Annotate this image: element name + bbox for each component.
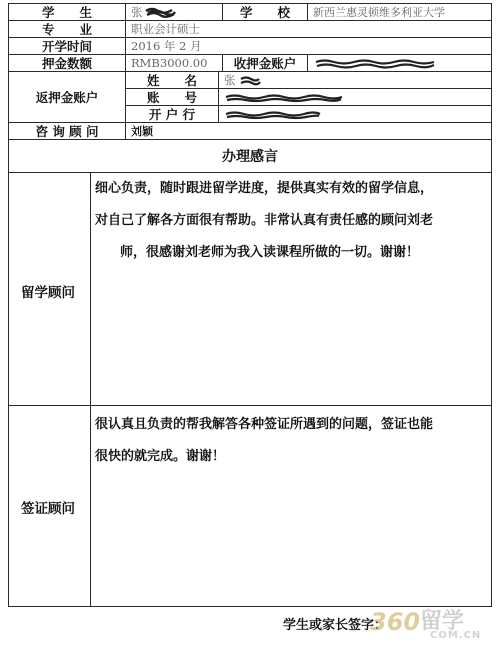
study-advisor-label: 留学顾问 [21, 285, 75, 301]
comment-line: 对自己了解各方面很有帮助。非常认真有责任感的顾问刘老 [95, 213, 434, 228]
redaction-mark [314, 58, 438, 69]
redaction-mark [144, 6, 176, 18]
student-surname: 张 [131, 5, 143, 19]
comment-line: 很快的就完成。谢谢！ [95, 449, 226, 464]
redaction-mark [224, 109, 322, 120]
watermark-domain: COM.CN [430, 630, 482, 641]
comment-line: 细心负责，随时跟进留学进度，提供真实有效的留学信息， [95, 181, 434, 196]
start-date-label: 开学时间 [41, 39, 92, 54]
redaction-mark [224, 92, 344, 103]
visa-advisor-label: 签证顾问 [21, 501, 75, 517]
receive-account-label: 收押金账户 [233, 56, 297, 71]
student-label: 学 生 [41, 5, 92, 20]
account-name-label: 姓 名 [146, 73, 197, 88]
comment-line: 很认真且负责的帮我解答各种签证所遇到的问题，签证也能 [95, 417, 434, 432]
bank-value [219, 106, 491, 122]
account-name-surname: 张 [224, 73, 236, 87]
deposit-value: RMB3000.00 [131, 56, 208, 70]
account-number-label: 账 号 [146, 90, 197, 105]
school-value: 新西兰惠灵顿维多利亚大学 [313, 6, 445, 19]
comment-line: 师，很感谢刘老师为我入读课程所做的一切。谢谢！ [120, 245, 420, 260]
major-value: 职业会计硕士 [131, 22, 200, 36]
watermark-number: 360 [370, 608, 421, 636]
consultant-label: 咨 询 顾 问 [35, 124, 99, 139]
major-label: 专 业 [41, 22, 92, 37]
redaction-mark [239, 75, 261, 86]
signature-label: 学生或家长签字： [283, 617, 388, 632]
account-number-value [219, 89, 491, 105]
study-advisor-comment [95, 173, 433, 269]
school-label: 学 校 [239, 5, 290, 20]
account-name-value [219, 72, 491, 88]
visa-advisor-comment [95, 409, 433, 473]
deposit-label: 押金数额 [41, 56, 92, 71]
return-account-label: 返押金账户 [35, 90, 99, 105]
watermark-logo [370, 598, 498, 644]
consultant-value: 刘颖 [131, 125, 153, 138]
student-value [126, 4, 222, 20]
receive-account-value [308, 55, 491, 71]
watermark-brand: 留学 [420, 609, 465, 634]
start-date-value: 2016 年 2 月 [131, 39, 202, 53]
bank-label: 开 户 行 [148, 107, 196, 122]
feedback-title: 办理感言 [222, 149, 278, 165]
